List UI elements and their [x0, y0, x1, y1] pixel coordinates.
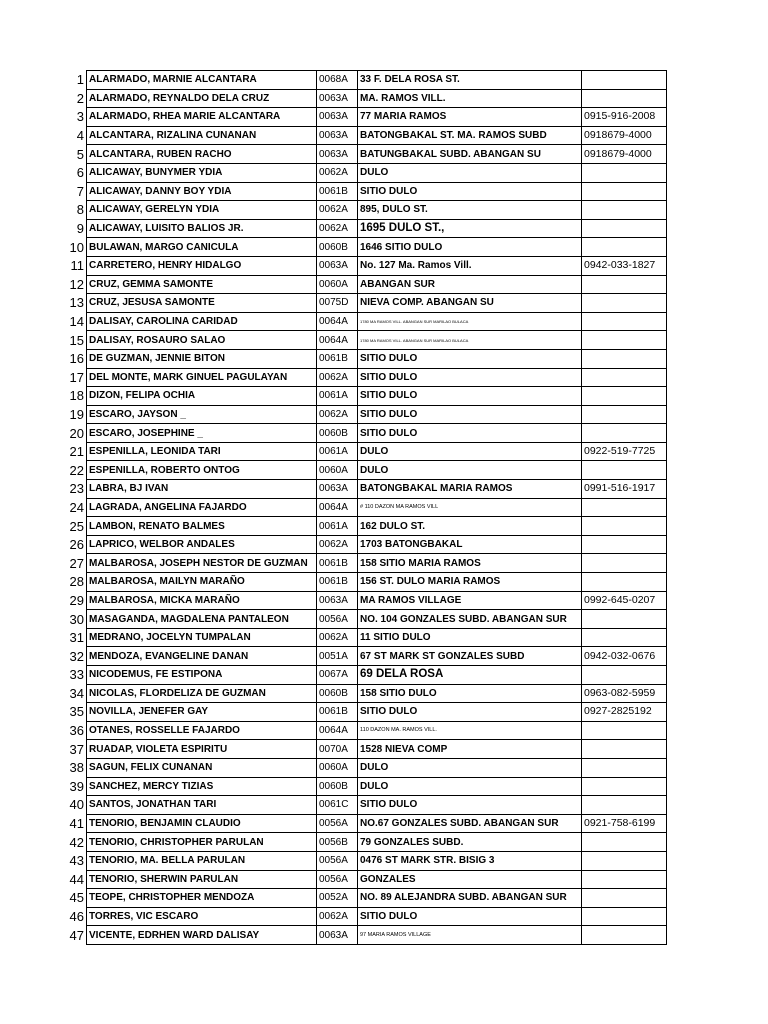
row-number: 34: [69, 685, 84, 701]
table-row: [0, 256, 667, 275]
address: SITIO DULO: [358, 405, 582, 424]
table-row: [0, 833, 667, 852]
row-number: 29: [69, 592, 84, 608]
precinct-code: 0051A: [317, 647, 358, 666]
precinct-code: 0060A: [317, 275, 358, 294]
voter-name: ESPENILLA, LEONIDA TARI: [87, 442, 317, 461]
voter-name: NICOLAS, FLORDELIZA DE GUZMAN: [87, 684, 317, 703]
phone-number: [582, 870, 667, 889]
phone-number: [582, 628, 667, 647]
row-number: 20: [69, 425, 84, 441]
phone-number: 0918679-4000: [582, 126, 667, 145]
row-number: 5: [76, 146, 84, 162]
voter-name: NICODEMUS, FE ESTIPONA: [87, 666, 317, 685]
phone-number: [582, 201, 667, 220]
precinct-code: 0061A: [317, 442, 358, 461]
voter-name: ALCANTARA, RUBEN RACHO: [87, 145, 317, 164]
address: DULO: [358, 777, 582, 796]
table-row: [0, 108, 667, 127]
phone-number: [582, 851, 667, 870]
precinct-code: 0064A: [317, 498, 358, 517]
table-row: [0, 517, 667, 536]
row-number: 2: [76, 90, 84, 106]
address: DULO: [358, 461, 582, 480]
phone-number: [582, 294, 667, 313]
address: SITIO DULO: [358, 424, 582, 443]
precinct-code: 0056A: [317, 870, 358, 889]
address: 895, DULO ST.: [358, 201, 582, 220]
voter-name: DE GUZMAN, JENNIE BITON: [87, 349, 317, 368]
address: 158 SITIO MARIA RAMOS: [358, 554, 582, 573]
table-row: [0, 740, 667, 759]
table-row: [0, 610, 667, 629]
row-number: 43: [69, 853, 84, 869]
phone-number: [582, 163, 667, 182]
row-number: 12: [69, 276, 84, 292]
precinct-code: 0064A: [317, 721, 358, 740]
precinct-code: 0064A: [317, 312, 358, 331]
row-number: 18: [69, 388, 84, 404]
precinct-code: 0063A: [317, 108, 358, 127]
row-number: 47: [69, 927, 84, 943]
phone-number: [582, 368, 667, 387]
table-row: [0, 219, 667, 238]
voter-name: SANCHEZ, MERCY TIZIAS: [87, 777, 317, 796]
precinct-code: 0061B: [317, 573, 358, 592]
precinct-code: 0061B: [317, 182, 358, 201]
voter-name: ESPENILLA, ROBERTO ONTOG: [87, 461, 317, 480]
address: 1695 DULO ST.,: [358, 219, 582, 238]
row-number: 35: [69, 704, 84, 720]
table-row: [0, 71, 667, 90]
phone-number: 0918679-4000: [582, 145, 667, 164]
row-number: 6: [76, 165, 84, 181]
row-number: 30: [69, 611, 84, 627]
table-row: [0, 238, 667, 257]
precinct-code: 0068A: [317, 71, 358, 90]
row-number: 45: [69, 890, 84, 906]
row-number: 21: [69, 444, 84, 460]
row-number: 16: [69, 351, 84, 367]
address: SITIO DULO: [358, 703, 582, 722]
voter-name: SANTOS, JONATHAN TARI: [87, 796, 317, 815]
phone-number: 0992-645-0207: [582, 591, 667, 610]
address: 1528 NIEVA COMP: [358, 740, 582, 759]
precinct-code: 0063A: [317, 145, 358, 164]
row-number: 22: [69, 462, 84, 478]
voter-name: NOVILLA, JENEFER GAY: [87, 703, 317, 722]
voter-name: ALARMADO, REYNALDO DELA CRUZ: [87, 89, 317, 108]
table-row: [0, 889, 667, 908]
address: 77 MARIA RAMOS: [358, 108, 582, 127]
address: BATONGBAKAL ST. MA. RAMOS SUBD: [358, 126, 582, 145]
voter-table-body: [0, 71, 667, 945]
precinct-code: 0060A: [317, 758, 358, 777]
precinct-code: 0062A: [317, 535, 358, 554]
address: ABANGAN SUR: [358, 275, 582, 294]
phone-number: [582, 238, 667, 257]
table-row: [0, 163, 667, 182]
table-row: [0, 758, 667, 777]
precinct-code: 0061A: [317, 387, 358, 406]
voter-name: TENORIO, BENJAMIN CLAUDIO: [87, 814, 317, 833]
precinct-code: 0063A: [317, 480, 358, 499]
row-number: 1: [76, 72, 84, 88]
row-number: 10: [69, 239, 84, 255]
table-row: [0, 331, 667, 350]
address: 1780 MA RAMOS VILL. ABANGAN SUR MARILAO BULACA: [358, 312, 582, 331]
address: # 110 DAZON MA RAMOS VILL: [358, 498, 582, 517]
table-row: [0, 387, 667, 406]
voter-name: LAGRADA, ANGELINA FAJARDO: [87, 498, 317, 517]
address: 11 SITIO DULO: [358, 628, 582, 647]
address: 1703 BATONGBAKAL: [358, 535, 582, 554]
phone-number: [582, 610, 667, 629]
voter-name: TEOPE, CHRISTOPHER MENDOZA: [87, 889, 317, 908]
voter-name: TORRES, VIC ESCARO: [87, 907, 317, 926]
row-number: 7: [76, 183, 84, 199]
precinct-code: 0062A: [317, 201, 358, 220]
row-number: 24: [69, 499, 84, 515]
table-row: [0, 349, 667, 368]
precinct-code: 0063A: [317, 89, 358, 108]
address: DULO: [358, 442, 582, 461]
address: SITIO DULO: [358, 907, 582, 926]
phone-number: [582, 312, 667, 331]
row-number: 27: [69, 555, 84, 571]
address: MA. RAMOS VILL.: [358, 89, 582, 108]
row-number: 39: [69, 778, 84, 794]
address: 156 ST. DULO MARIA RAMOS: [358, 573, 582, 592]
voter-name: ALARMADO, RHEA MARIE ALCANTARA: [87, 108, 317, 127]
row-number: 38: [69, 760, 84, 776]
phone-number: 0927-2825192: [582, 703, 667, 722]
voter-name: OTANES, ROSSELLE FAJARDO: [87, 721, 317, 740]
precinct-code: 0061B: [317, 554, 358, 573]
address: GONZALES: [358, 870, 582, 889]
table-row: [0, 89, 667, 108]
row-number: 13: [69, 295, 84, 311]
phone-number: [582, 89, 667, 108]
row-number: 41: [69, 816, 84, 832]
phone-number: [582, 573, 667, 592]
row-number: 32: [69, 648, 84, 664]
phone-number: [582, 666, 667, 685]
row-number: 46: [69, 909, 84, 925]
voter-table: [0, 70, 667, 945]
table-row: [0, 480, 667, 499]
voter-name: VICENTE, EDRHEN WARD DALISAY: [87, 926, 317, 945]
row-number: 23: [69, 481, 84, 497]
phone-number: [582, 535, 667, 554]
address: 158 SITIO DULO: [358, 684, 582, 703]
voter-name: ESCARO, JOSEPHINE _: [87, 424, 317, 443]
phone-number: [582, 71, 667, 90]
phone-number: [582, 424, 667, 443]
voter-name: SAGUN, FELIX CUNANAN: [87, 758, 317, 777]
address: 69 DELA ROSA: [358, 666, 582, 685]
phone-number: [582, 907, 667, 926]
voter-name: MALBAROSA, JOSEPH NESTOR DE GUZMAN: [87, 554, 317, 573]
voter-name: ALCANTARA, RIZALINA CUNANAN: [87, 126, 317, 145]
table-row: [0, 554, 667, 573]
address: SITIO DULO: [358, 349, 582, 368]
voter-name: ALARMADO, MARNIE ALCANTARA: [87, 71, 317, 90]
table-row: [0, 461, 667, 480]
address: NO. 89 ALEJANDRA SUBD. ABANGAN SUR: [358, 889, 582, 908]
precinct-code: 0056A: [317, 610, 358, 629]
table-row: [0, 796, 667, 815]
row-number: 42: [69, 834, 84, 850]
precinct-code: 0060B: [317, 777, 358, 796]
address: SITIO DULO: [358, 368, 582, 387]
precinct-code: 0061C: [317, 796, 358, 815]
precinct-code: 0061A: [317, 517, 358, 536]
precinct-code: 0070A: [317, 740, 358, 759]
table-row: [0, 851, 667, 870]
voter-name: ALICAWAY, GERELYN YDIA: [87, 201, 317, 220]
phone-number: 0921-758-6199: [582, 814, 667, 833]
row-number: 9: [76, 221, 84, 237]
precinct-code: 0062A: [317, 907, 358, 926]
address: 97 MARIA RAMOS VILLAGE: [358, 926, 582, 945]
phone-number: [582, 740, 667, 759]
voter-name: TENORIO, CHRISTOPHER PARULAN: [87, 833, 317, 852]
address: DULO: [358, 758, 582, 777]
row-number: 3: [76, 109, 84, 125]
voter-name: LAMBON, RENATO BALMES: [87, 517, 317, 536]
phone-number: [582, 182, 667, 201]
row-number: 17: [69, 369, 84, 385]
voter-name: TENORIO, MA. BELLA PARULAN: [87, 851, 317, 870]
row-number: 40: [69, 797, 84, 813]
table-row: [0, 684, 667, 703]
voter-name: MASAGANDA, MAGDALENA PANTALEON: [87, 610, 317, 629]
phone-number: [582, 833, 667, 852]
voter-list-sheet: [0, 70, 667, 945]
precinct-code: 0063A: [317, 256, 358, 275]
row-number: 19: [69, 406, 84, 422]
precinct-code: 0063A: [317, 926, 358, 945]
row-number: 4: [76, 128, 84, 144]
table-row: [0, 126, 667, 145]
precinct-code: 0075D: [317, 294, 358, 313]
table-row: [0, 145, 667, 164]
precinct-code: 0067A: [317, 666, 358, 685]
table-row: [0, 312, 667, 331]
voter-name: MALBAROSA, MICKA MARAÑO: [87, 591, 317, 610]
voter-name: ALICAWAY, BUNYMER YDIA: [87, 163, 317, 182]
voter-name: ESCARO, JAYSON _: [87, 405, 317, 424]
phone-number: [582, 331, 667, 350]
table-row: [0, 498, 667, 517]
table-row: [0, 275, 667, 294]
phone-number: [582, 777, 667, 796]
voter-name: TENORIO, SHERWIN PARULAN: [87, 870, 317, 889]
row-number: 28: [69, 574, 84, 590]
voter-name: BULAWAN, MARGO CANICULA: [87, 238, 317, 257]
phone-number: 0942-032-0676: [582, 647, 667, 666]
address: 1780 MA RAMOS VILL. ABANGAN SUR MARILAO BULACA: [358, 331, 582, 350]
phone-number: [582, 889, 667, 908]
table-row: [0, 368, 667, 387]
table-row: [0, 591, 667, 610]
voter-name: LABRA, BJ IVAN: [87, 480, 317, 499]
table-row: [0, 870, 667, 889]
phone-number: [582, 405, 667, 424]
voter-name: DEL MONTE, MARK GINUEL PAGULAYAN: [87, 368, 317, 387]
voter-name: MALBAROSA, MAILYN MARAÑO: [87, 573, 317, 592]
row-number: 8: [76, 202, 84, 218]
voter-name: DALISAY, ROSAURO SALAO: [87, 331, 317, 350]
phone-number: [582, 554, 667, 573]
row-number: 36: [69, 723, 84, 739]
voter-name: DALISAY, CAROLINA CARIDAD: [87, 312, 317, 331]
row-number: 33: [69, 667, 84, 683]
precinct-code: 0060A: [317, 461, 358, 480]
table-row: [0, 182, 667, 201]
precinct-code: 0056A: [317, 851, 358, 870]
table-row: [0, 926, 667, 945]
address: SITIO DULO: [358, 182, 582, 201]
phone-number: [582, 796, 667, 815]
row-number: 44: [69, 871, 84, 887]
address: 0476 ST MARK STR. BISIG 3: [358, 851, 582, 870]
phone-number: 0963-082-5959: [582, 684, 667, 703]
address: No. 127 Ma. Ramos Vill.: [358, 256, 582, 275]
address: BATONGBAKAL MARIA RAMOS: [358, 480, 582, 499]
phone-number: 0942-033-1827: [582, 256, 667, 275]
address: SITIO DULO: [358, 796, 582, 815]
address: 67 ST MARK ST GONZALES SUBD: [358, 647, 582, 666]
phone-number: [582, 517, 667, 536]
voter-name: MENDOZA, EVANGELINE DANAN: [87, 647, 317, 666]
precinct-code: 0062A: [317, 368, 358, 387]
precinct-code: 0063A: [317, 591, 358, 610]
precinct-code: 0062A: [317, 163, 358, 182]
table-row: [0, 666, 667, 685]
phone-number: [582, 498, 667, 517]
address: NIEVA COMP. ABANGAN SU: [358, 294, 582, 313]
precinct-code: 0062A: [317, 628, 358, 647]
precinct-code: 0062A: [317, 405, 358, 424]
phone-number: 0922-519-7725: [582, 442, 667, 461]
address: 79 GONZALES SUBD.: [358, 833, 582, 852]
row-number: 26: [69, 537, 84, 553]
row-number: 14: [69, 314, 84, 330]
voter-name: ALICAWAY, DANNY BOY YDIA: [87, 182, 317, 201]
precinct-code: 0064A: [317, 331, 358, 350]
precinct-code: 0060B: [317, 424, 358, 443]
table-row: [0, 721, 667, 740]
phone-number: [582, 758, 667, 777]
precinct-code: 0052A: [317, 889, 358, 908]
phone-number: [582, 219, 667, 238]
precinct-code: 0060B: [317, 684, 358, 703]
table-row: [0, 628, 667, 647]
address: NO.67 GONZALES SUBD. ABANGAN SUR: [358, 814, 582, 833]
address: 1646 SITIO DULO: [358, 238, 582, 257]
address: 33 F. DELA ROSA ST.: [358, 71, 582, 90]
table-row: [0, 777, 667, 796]
precinct-code: 0062A: [317, 219, 358, 238]
phone-number: 0991-516-1917: [582, 480, 667, 499]
table-row: [0, 907, 667, 926]
precinct-code: 0056A: [317, 814, 358, 833]
row-number: 37: [69, 741, 84, 757]
precinct-code: 0060B: [317, 238, 358, 257]
phone-number: [582, 461, 667, 480]
voter-name: MEDRANO, JOCELYN TUMPALAN: [87, 628, 317, 647]
row-number: 15: [69, 332, 84, 348]
address: NO. 104 GONZALES SUBD. ABANGAN SUR: [358, 610, 582, 629]
table-row: [0, 573, 667, 592]
phone-number: [582, 349, 667, 368]
table-row: [0, 405, 667, 424]
phone-number: [582, 275, 667, 294]
voter-name: DIZON, FELIPA OCHIA: [87, 387, 317, 406]
table-row: [0, 424, 667, 443]
table-row: [0, 535, 667, 554]
precinct-code: 0056B: [317, 833, 358, 852]
address: 110 DAZON MA. RAMOS VILL.: [358, 721, 582, 740]
phone-number: [582, 721, 667, 740]
voter-name: CARRETERO, HENRY HIDALGO: [87, 256, 317, 275]
voter-name: RUADAP, VIOLETA ESPIRITU: [87, 740, 317, 759]
address: DULO: [358, 163, 582, 182]
row-number: 25: [69, 518, 84, 534]
precinct-code: 0063A: [317, 126, 358, 145]
phone-number: [582, 387, 667, 406]
phone-number: 0915-916-2008: [582, 108, 667, 127]
address: BATUNGBAKAL SUBD. ABANGAN SU: [358, 145, 582, 164]
address: SITIO DULO: [358, 387, 582, 406]
precinct-code: 0061B: [317, 703, 358, 722]
voter-name: CRUZ, JESUSA SAMONTE: [87, 294, 317, 313]
row-number: 31: [69, 630, 84, 646]
voter-name: LAPRICO, WELBOR ANDALES: [87, 535, 317, 554]
table-row: [0, 647, 667, 666]
voter-name: CRUZ, GEMMA SAMONTE: [87, 275, 317, 294]
table-row: [0, 201, 667, 220]
phone-number: [582, 926, 667, 945]
precinct-code: 0061B: [317, 349, 358, 368]
table-row: [0, 294, 667, 313]
table-row: [0, 442, 667, 461]
address: MA RAMOS VILLAGE: [358, 591, 582, 610]
address: 162 DULO ST.: [358, 517, 582, 536]
table-row: [0, 814, 667, 833]
voter-name: ALICAWAY, LUISITO BALIOS JR.: [87, 219, 317, 238]
table-row: [0, 703, 667, 722]
row-number: 11: [70, 258, 84, 274]
